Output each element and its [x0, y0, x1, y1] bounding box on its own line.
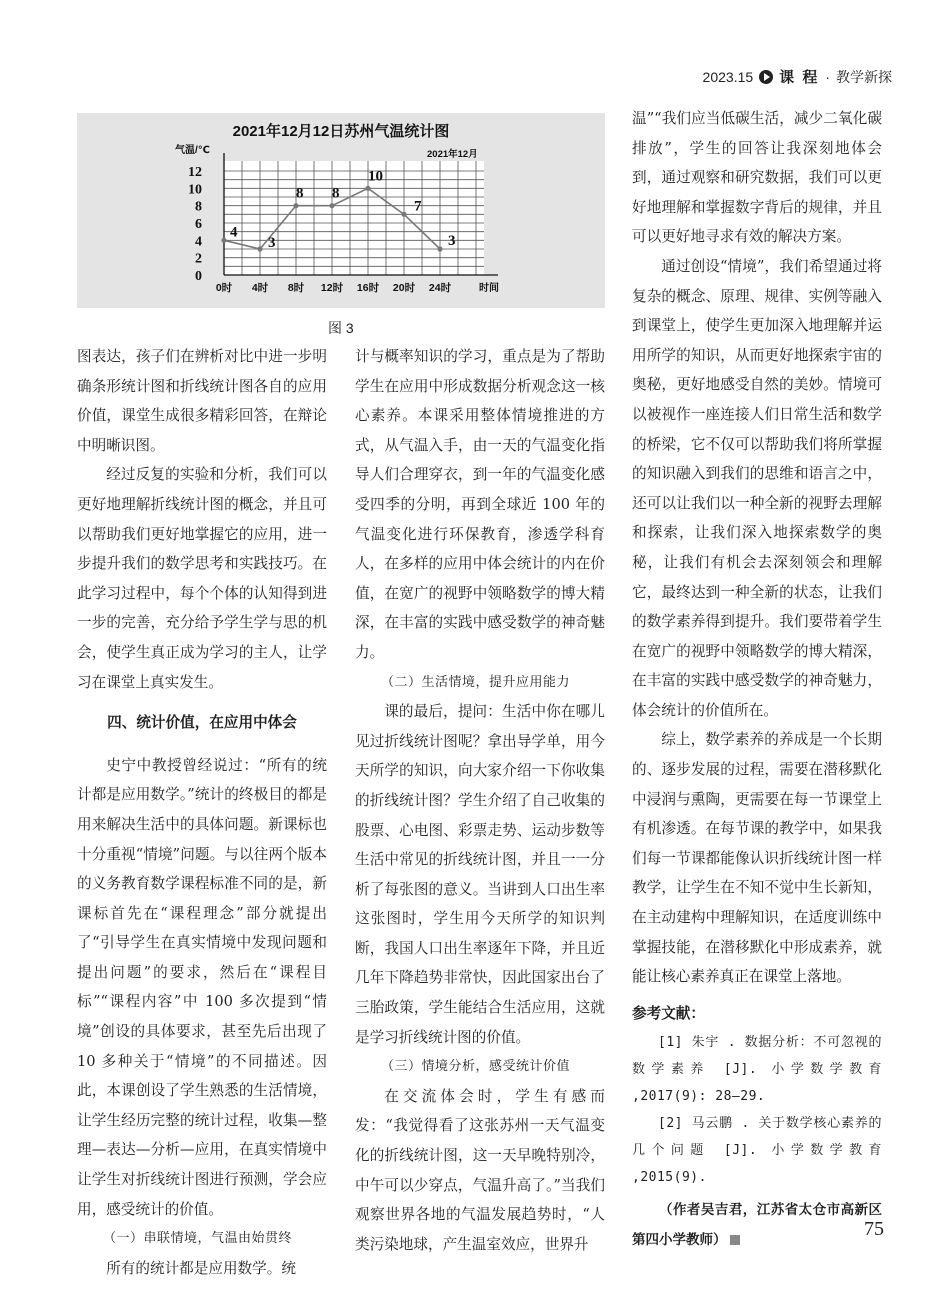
- header-separator: ·: [825, 68, 830, 85]
- paragraph: 在交流体会时，学生有感而发：“我觉得看了这张苏州一天气温变化的折线统计图，这一天早晚特别冷，中午可以少穿点，气温升高了。”当我们观察世界各地的气温发展趋势时，“人类污染地球，产生温室效应，世界升: [355, 1087, 605, 1253]
- chart-subtitle: 2021年12月: [427, 149, 478, 160]
- data-point: [329, 203, 334, 208]
- section-name: 教学新探: [836, 68, 892, 85]
- end-mark-icon: [730, 1235, 740, 1245]
- y-tick-label: 10: [188, 182, 202, 198]
- x-tick-label: 16时: [356, 282, 380, 294]
- subsection-heading: （一）串联情境，气温由始贯终: [103, 1231, 293, 1247]
- journal-brand: 课 程: [779, 69, 820, 86]
- data-point: [365, 186, 370, 191]
- column-1: [77, 342, 327, 1283]
- page-number: 75: [864, 1218, 884, 1240]
- data-label: 10: [368, 168, 383, 185]
- x-tick-label: 4时: [251, 282, 269, 294]
- y-tick-label: 8: [195, 199, 202, 215]
- y-tick-label: 12: [188, 165, 202, 180]
- data-point: [401, 212, 406, 217]
- figure-3: [77, 113, 605, 308]
- column-3: [632, 104, 882, 1255]
- paragraph: 所有的统计都是应用数学。统: [106, 1259, 296, 1277]
- y-tick-label: 4: [195, 234, 202, 250]
- chart-title: 2021年12月12日苏州气温统计图: [232, 123, 450, 140]
- data-label: 8: [296, 185, 304, 202]
- paragraph: 图表达，孩子们在辨析对比中进一步明确条形统计图和折线统计图各自的应用价值，课堂生成很多精彩回答，在辩论中明晰识图。: [77, 348, 327, 454]
- x-tick-label: 24时: [428, 282, 452, 294]
- subsection-heading: （三）情境分析，感受统计价值: [381, 1059, 571, 1075]
- section-heading: 四、统计价值，在应用中体会: [107, 715, 297, 732]
- line-chart: [77, 113, 605, 308]
- paragraph: 通过创设“情境”，我们希望通过将复杂的概念、原理、规律、实例等融入到课堂上，使学生更加深入地理解并运用所学的知识，从而更好地探索宇宙的奥秘，更好地感受自然的美妙。情境可以被视作一座连接人们日常生活和数学的桥梁，它不仅可以帮助我们将所掌握的知识融入到我们的思维和语言之中，还可以让我们以一种全新的视野去理解和探索，让我们深入地探索数学的奥秘，让我们有机会去深刻领会和理解它，最终达到一种全新的状态，让我们的数学素养得到提升。我们要带着学生在宽广的视野中领略数学的博大精深，在丰富的实践中感受数学的神奇魅力，体会统计的价值所在。: [632, 257, 882, 719]
- paragraph: 课的最后，提问：生活中你在哪儿见过折线统计图呢？拿出导学单，用今天所学的知识，向大家介绍一下你收集的折线统计图？学生介绍了自己收集的股票、心电图、彩票走势、运动步数等生活中常见的折线统计图，并且一一分析了每张图的意义。当讲到人口出生率这张图时，学生用今天所学的知识判断，我国人口出生率逐年下降，并且近几年下降趋势非常快，因此国家出台了三胎政策，学生能结合生活应用，这就是学习折线统计图的价值。: [355, 703, 605, 1046]
- data-label: 3: [448, 233, 456, 249]
- data-label: 8: [332, 185, 340, 202]
- data-point: [293, 203, 298, 208]
- data-label: 4: [230, 224, 238, 241]
- data-point: [257, 246, 262, 251]
- x-tick-label: 0时: [215, 282, 233, 294]
- subsection-heading: （二）生活情境，提升应用能力: [381, 674, 571, 690]
- paragraph: 温”“我们应当低碳生活，减少二氧化碳排放”，学生的回答让我深刻地体会到，通过观察和研究数据，我们可以更好地理解和掌握数字背后的规律，并且可以更好地寻求有效的解决方案。: [632, 110, 882, 246]
- column-2: [355, 342, 605, 1259]
- references-heading: 参考文献：: [632, 1005, 705, 1022]
- play-icon: [759, 70, 773, 84]
- data-point: [437, 246, 442, 251]
- reference-item: [2] 马云鹏 . 关于数学核心素养的几个问题 [J]. 小学数学教育 ,2015(9).: [632, 1116, 882, 1186]
- paragraph: 计与概率知识的学习，重点是为了帮助学生在应用中形成数据分析观念这一核心素养。本课采用整体情境推进的方式，从气温入手，由一天的气温变化指导人们合理穿衣，到一年的气温变化感受四季的分明，再到全球近 100 年的气温变化进行环保教育，渗透学科育人，在多样的应用中体会统计的内在价值，在宽广的视野中领略数学的博大精深，在丰富的实践中感受数学的神奇魅力。: [355, 348, 605, 661]
- running-header: [703, 66, 892, 87]
- data-point: [221, 238, 226, 243]
- y-axis-label: 气温/℃: [175, 145, 210, 156]
- author-note-text: （作者吴吉君，江苏省太仓市高新区第四小学教师）: [632, 1202, 882, 1247]
- y-tick-label: 6: [195, 217, 202, 232]
- x-tick-label: 20时: [392, 282, 416, 294]
- paragraph: 综上，数学素养的养成是一个长期的、逐步发展的过程，需要在潜移默化中浸润与熏陶，更需要在每一节课堂上有机渗透。在每节课的教学中，如果我们每一节课都能像认识折线统计图一样教学，让学生在不知不觉中生长新知，在主动建构中理解知识，在适度训练中掌握技能，在潜移默化中形成素养，就能让核心素养真正在课堂上落地。: [632, 731, 882, 986]
- data-label: 7: [414, 198, 422, 215]
- paragraph: 史宁中教授曾经说过：“所有的统计都是应用数学。”统计的终极目的都是用来解决生活中的具体问题。新课标也十分重视“情境”问题。与以往两个版本的义务教育数学课程标准不同的是，新课标首先在“课程理念”部分就提出了“引导学生在真实情境中发现问题和提出问题”的要求，然后在“课程目标”“课程内容”中 100 多次提到“情境”创设的具体要求，甚至先后出现了 10 多种关于“情境”的不同描述。因此，本课创设了学生熟悉的生活情境，让学生经历完整的统计过程，收集—整理—表达—分析—应用，在真实情境中让学生对折线统计图进行预测，学会应用，感受统计的价值。: [77, 756, 327, 1218]
- y-tick-label: 0: [195, 269, 202, 284]
- x-tick-label: 12时: [320, 282, 344, 294]
- figure-caption: 图 3: [328, 320, 354, 336]
- x-axis-label: 时间: [479, 283, 499, 294]
- issue-number: 2023.15: [702, 68, 754, 85]
- paragraph: 经过反复的实验和分析，我们可以更好地理解折线统计图的概念，并且可以帮助我们更好地掌握它的应用，进一步提升我们的数学思考和实践技巧。在此学习过程中，每个个体的认知得到进一步的完善，充分给予学生学与思的机会，使学生真正成为学习的主人，让学习在课堂上真实发生。: [77, 466, 327, 691]
- y-tick-label: 2: [195, 251, 202, 267]
- x-tick-label: 8时: [287, 282, 305, 294]
- reference-item: [1] 朱宇 . 数据分析：不可忽视的数学素养 [J]. 小学数学教育 ,2017(9): 28–29.: [632, 1035, 882, 1105]
- author-note: [632, 1195, 882, 1254]
- data-label: 3: [268, 235, 276, 251]
